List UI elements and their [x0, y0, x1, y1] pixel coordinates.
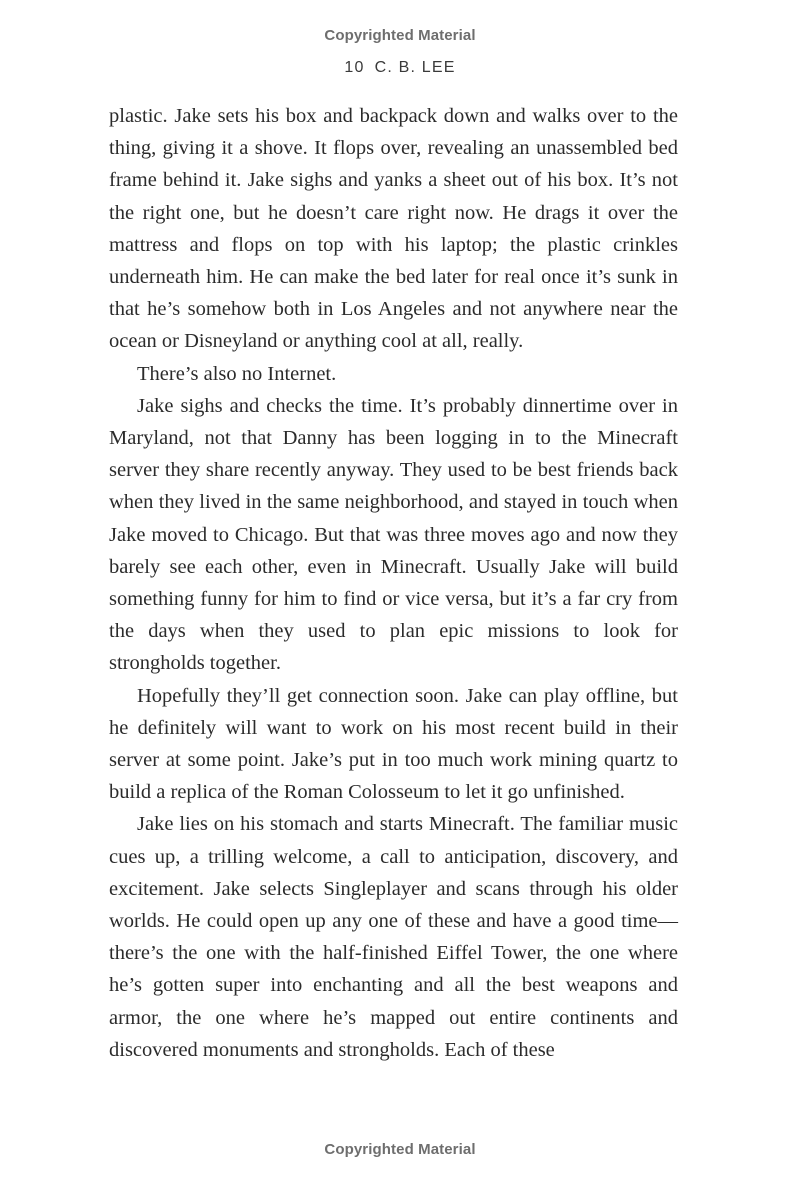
paragraph-1: plastic. Jake sets his box and backpack down and walks over to the thing, giving it a shove. It flops over, revealing an unassembled bed frame behind it. Jake sighs and yanks a sheet out of his box. It’s not the right one, but he doesn’t care right now. He drags it over the mattress and flops on top with his laptop; the plastic crinkles underneath him. He can make the bed later for real once it’s sunk in that he’s somehow both in Los Angeles and not anywhere near the ocean or Disneyland or anything cool at all, really. [109, 105, 678, 353]
paragraph-2: There’s also no Internet. [137, 362, 337, 385]
page-number: 10 [344, 59, 365, 76]
paragraph-4: Hopefully they’ll get connection soon. Jake can play offline, but he definitely will want to work on his most recent build in their server at some point. Jake’s put in too much work mining quartz to build a replica of the Roman Colosseum to let it go unfinished. [109, 684, 678, 804]
copyright-watermark-bottom: Copyrighted Material [324, 1141, 476, 1158]
paragraph-5: Jake lies on his stomach and starts Minecraft. The familiar music cues up, a trilling welcome, a call to anticipation, discovery, and excitement. Jake selects Singleplayer and scans through his older worlds. He could open up any one of these and have a good time—there’s the one with the half-finished Eiffel Tower, the one where he’s gotten super into enchanting and all the best weapons and armor, the one where he’s mapped out entire continents and discovered monuments and strongholds. Each of these [109, 813, 678, 1061]
running-head [0, 59, 800, 77]
author-name: C. B. LEE [374, 59, 456, 76]
paragraph-3: Jake sighs and checks the time. It’s probably dinnertime over in Maryland, not that Danny has been logging in to the Minecraft server they share recently anyway. They used to be best friends back when they lived in the same neighborhood, and stayed in touch when Jake moved to Chicago. But that was three moves ago and now they barely see each other, even in Minecraft. Usually Jake will build something funny for him to find or vice versa, but it’s a far cry from the days when they used to plan epic missions to look for strongholds together. [109, 394, 678, 675]
copyright-watermark-top: Copyrighted Material [324, 27, 476, 44]
body-text [109, 100, 678, 1066]
